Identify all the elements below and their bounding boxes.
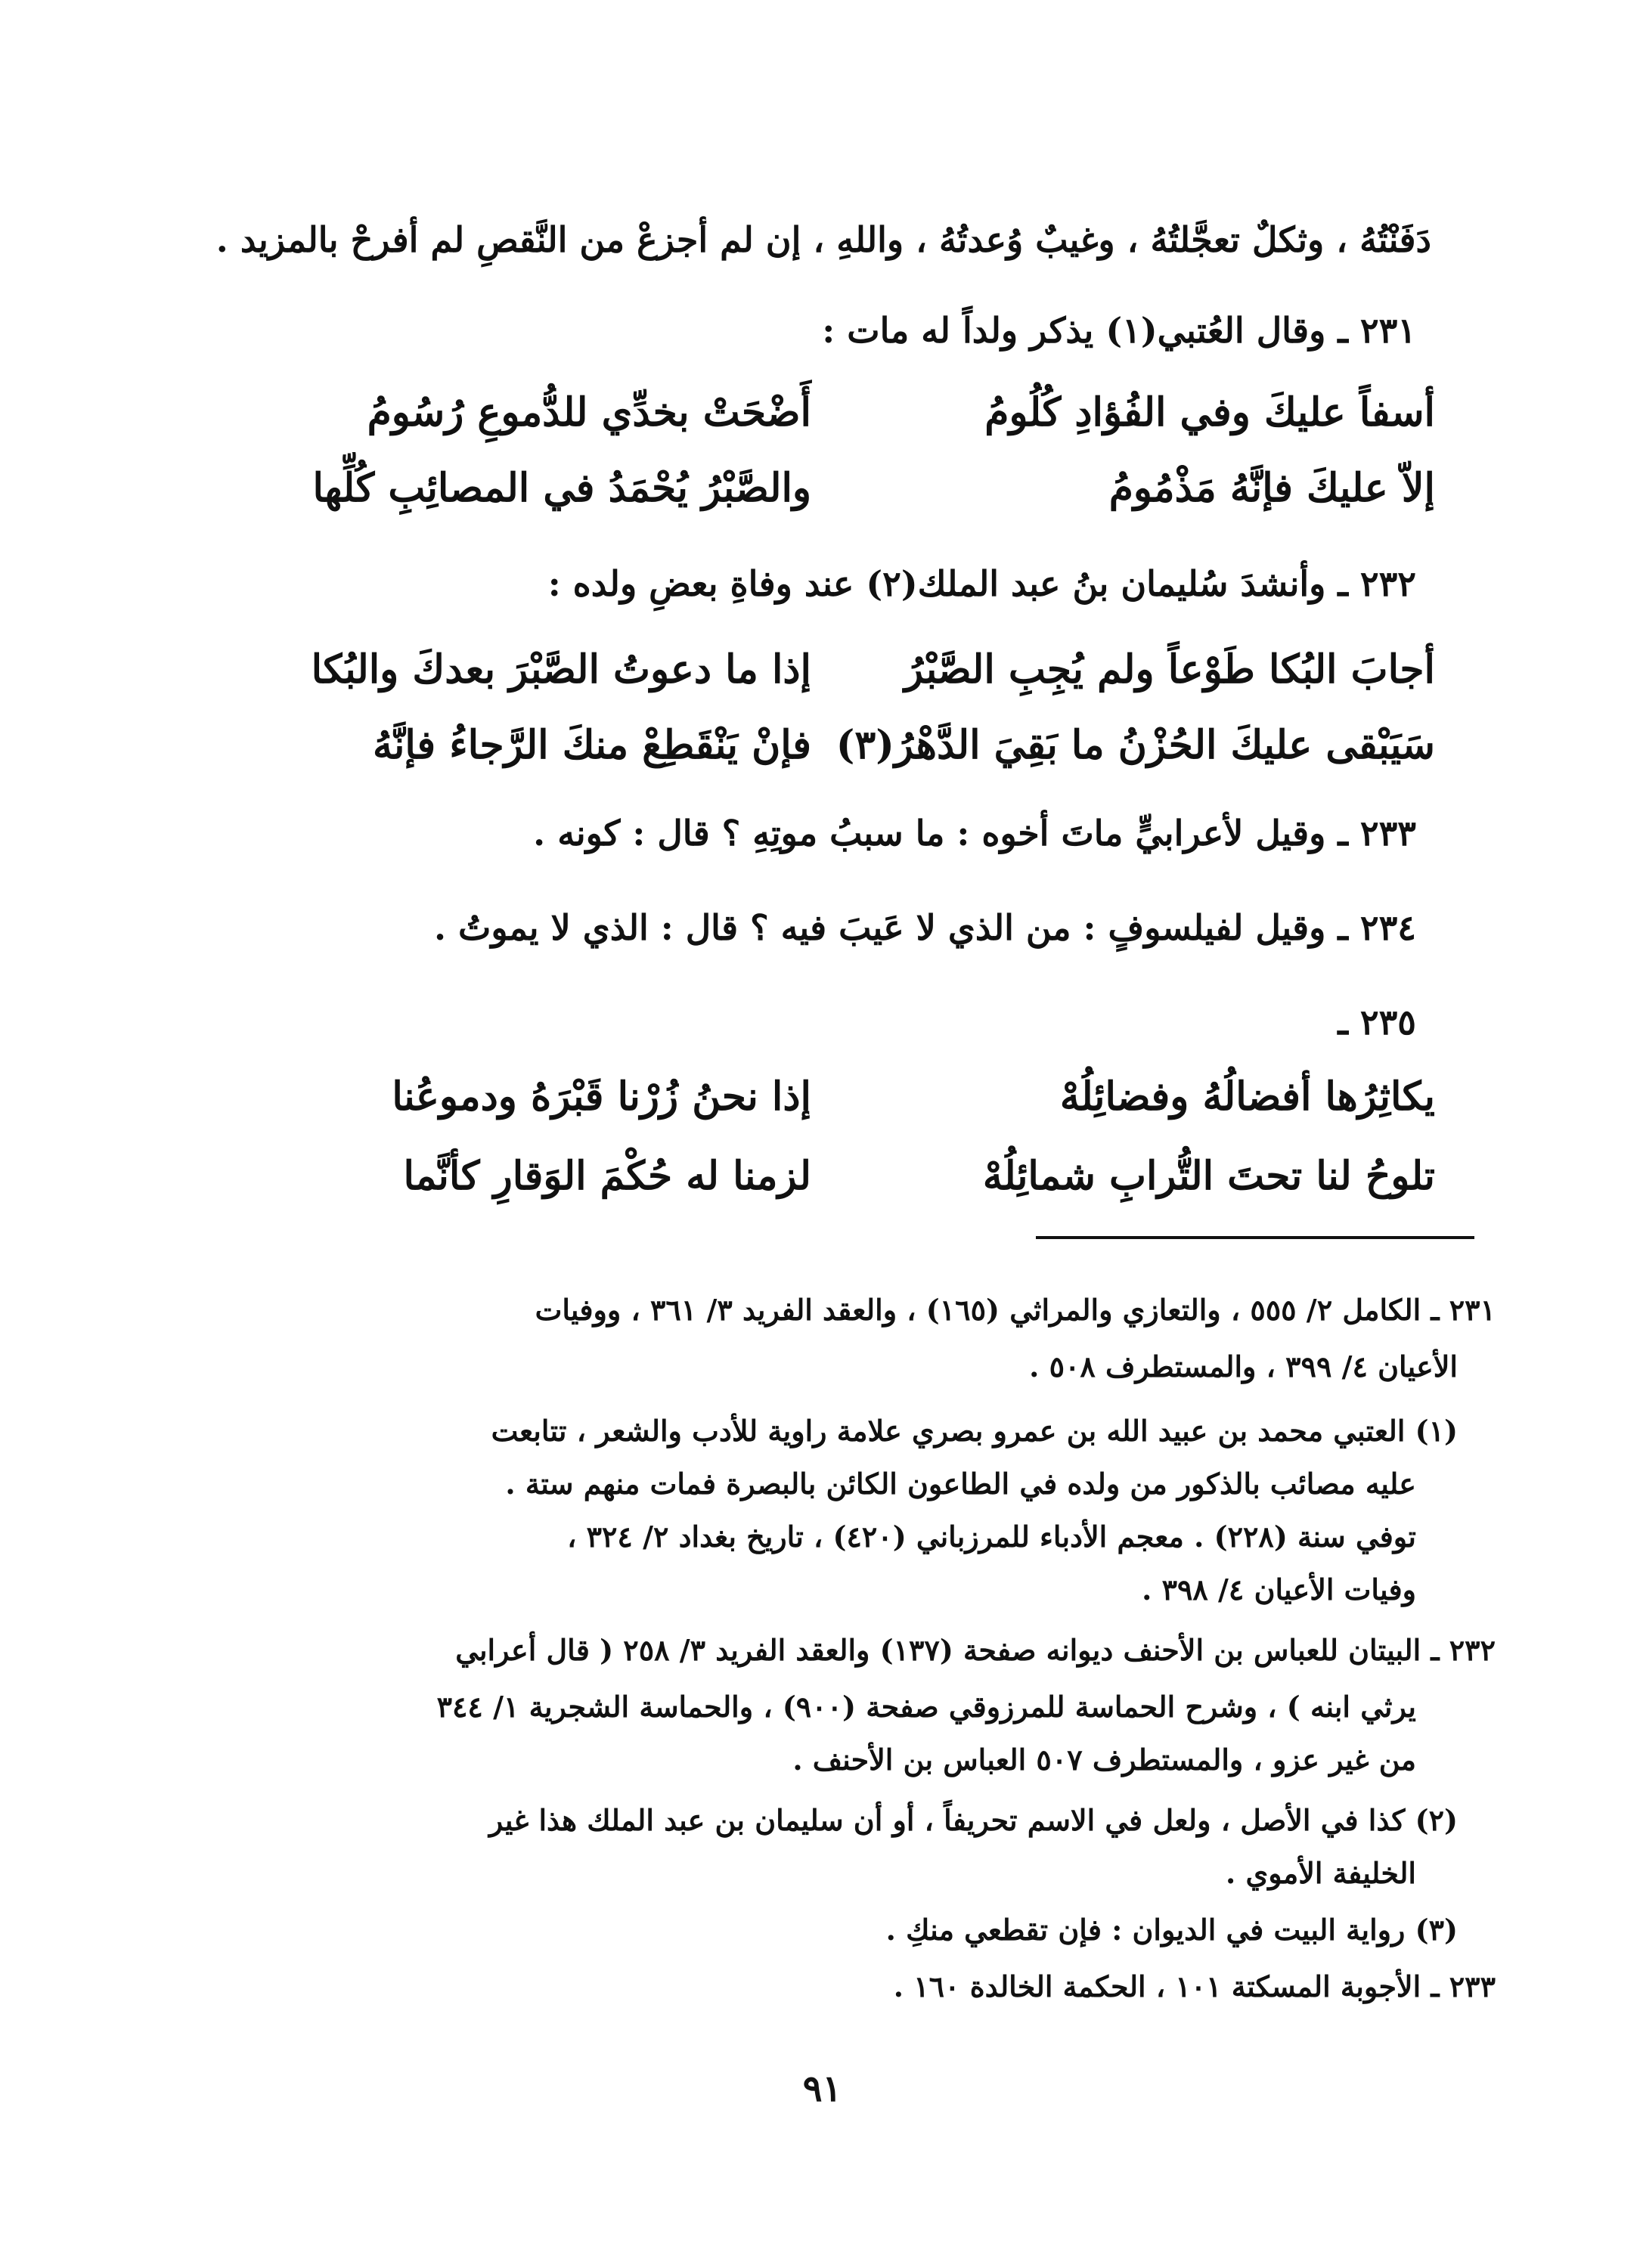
entry-231-verse-2-left: إلاّ عليكَ فإنَّهُ مَذْمُومُ (1108, 465, 1435, 511)
entry-231-verse-1-left: أسفاً عليكَ وفي الفُؤادِ كُلُومُ (984, 389, 1435, 435)
footnote-3: (٣) رواية البيت في الديوان : فإن تقطعي منكِ . (885, 1913, 1458, 1947)
entry-232-verse-2-right: فإنْ يَنْقَطِعْ منكَ الرَّجاءُ فإنَّهُ (373, 722, 811, 768)
footnote-1-line-3: توفي سنة (٢٢٨) . معجم الأدباء للمرزباني (٤٢٠) ، تاريخ بغداد ٢/ ٣٢٤ ، (567, 1520, 1416, 1554)
entry-233: ٢٣٣ ـ وقيل لأعرابيٍّ ماتَ أخوه : ما سببُ موتِهِ ؟ قال : كونه . (533, 813, 1416, 854)
footnote-233: ٢٣٣ ـ الأجوبة المسكتة ١٠١ ، الحكمة الخالدة ١٦٠ . (893, 1969, 1496, 2003)
footnote-231-line-1: ٢٣١ ـ الكامل ٢/ ٥٥٥ ، والتعازي والمراثي (١٦٥) ، والعقد الفريد ٣/ ٣٦١ ، ووفيات (535, 1293, 1496, 1327)
intro-line: دَفَنْتُهُ ، وثكلٌ تعجَّلتُهُ ، وغيبٌ وُعدتُهُ ، واللهِ ، إن لم أجزعْ من النَّقصِ لم أفرحْ بالمزيد . (215, 219, 1431, 260)
entry-235-verse-2-right: لزمنا له حُكْمَ الوَقارِ كأنَّما (403, 1153, 811, 1199)
footnote-231-line-2: الأعيان ٤/ ٣٩٩ ، والمستطرف ٥٠٨ . (1029, 1349, 1458, 1383)
entry-235-verse-2-left: تلوحُ لنا تحتَ التُّرابِ شمائِلُهْ (982, 1153, 1435, 1199)
entry-234: ٢٣٤ ـ وقيل لفيلسوفٍ : من الذي لا عَيبَ فيه ؟ قال : الذي لا يموتُ . (434, 907, 1416, 948)
footnote-232-line-2: يرثي ابنه ) ، وشرح الحماسة للمرزوقي صفحة (٩٠٠) ، والحماسة الشجرية ١/ ٣٤٤ (436, 1690, 1416, 1724)
footnote-2-line-1: (٢) كذا في الأصل ، ولعل في الاسم تحريفاً ، أو أن سليمان بن عبد الملك هذا غير (488, 1803, 1458, 1837)
entry-235-verse-1-right: إذا نحنُ زُرْنا قَبْرَهُ ودموعُنا (392, 1074, 811, 1120)
footnote-232-line-1: ٢٣٢ ـ البيتان للعباس بن الأحنف ديوانه صفحة (١٣٧) والعقد الفريد ٣/ ٢٥٨ ( قال أعرابي (455, 1633, 1496, 1667)
footnote-2-line-2: الخليفة الأموي . (1226, 1856, 1416, 1890)
entry-232-verse-1-right: إذا ما دعوتُ الصَّبْرَ بعدكَ والبُكا (311, 646, 811, 692)
footnote-1-line-4: وفيات الأعيان ٤/ ٣٩٨ . (1142, 1572, 1416, 1606)
entry-231-heading: ٢٣١ ـ وقال العُتبي(١) يذكر ولداً له مات : (822, 310, 1416, 351)
footnote-1-line-1: (١) العتبي محمد بن عبيد الله بن عمرو بصري علامة راوية للأدب والشعر ، تتابعت (491, 1414, 1458, 1448)
entry-232-verse-2-left: سَيَبْقى عليكَ الحُزْنُ ما بَقِيَ الدَّهْرُ(٣) (835, 722, 1435, 768)
footnote-232-line-3: من غير عزو ، والمستطرف ٥٠٧ العباس بن الأحنف . (792, 1743, 1416, 1777)
entry-232-heading: ٢٣٢ ـ وأنشدَ سُليمان بنُ عبد الملك(٢) عند وفاةِ بعضِ ولده : (547, 563, 1416, 604)
entry-235-heading: ٢٣٥ ـ (1338, 1002, 1416, 1043)
entry-231-verse-2-right: والصَّبْرُ يُحْمَدُ في المصائِبِ كُلِّها (312, 465, 811, 511)
entry-232-verse-1-left: أجابَ البُكا طَوْعاً ولم يُجِبِ الصَّبْرُ (904, 646, 1435, 692)
entry-231-verse-1-right: أَضْحَتْ بخدِّي للدُّموعِ رُسُومُ (367, 389, 811, 435)
page-number: ٩١ (802, 2068, 842, 2110)
footnote-1-line-2: عليه مصائب بالذكور من ولده في الطاعون الكائن بالبصرة فمات منهم ستة . (505, 1467, 1416, 1501)
entry-235-verse-1-left: يكاثِرُها أفضالُهُ وفضائِلُهْ (1059, 1074, 1435, 1120)
footnote-separator (1036, 1236, 1474, 1239)
